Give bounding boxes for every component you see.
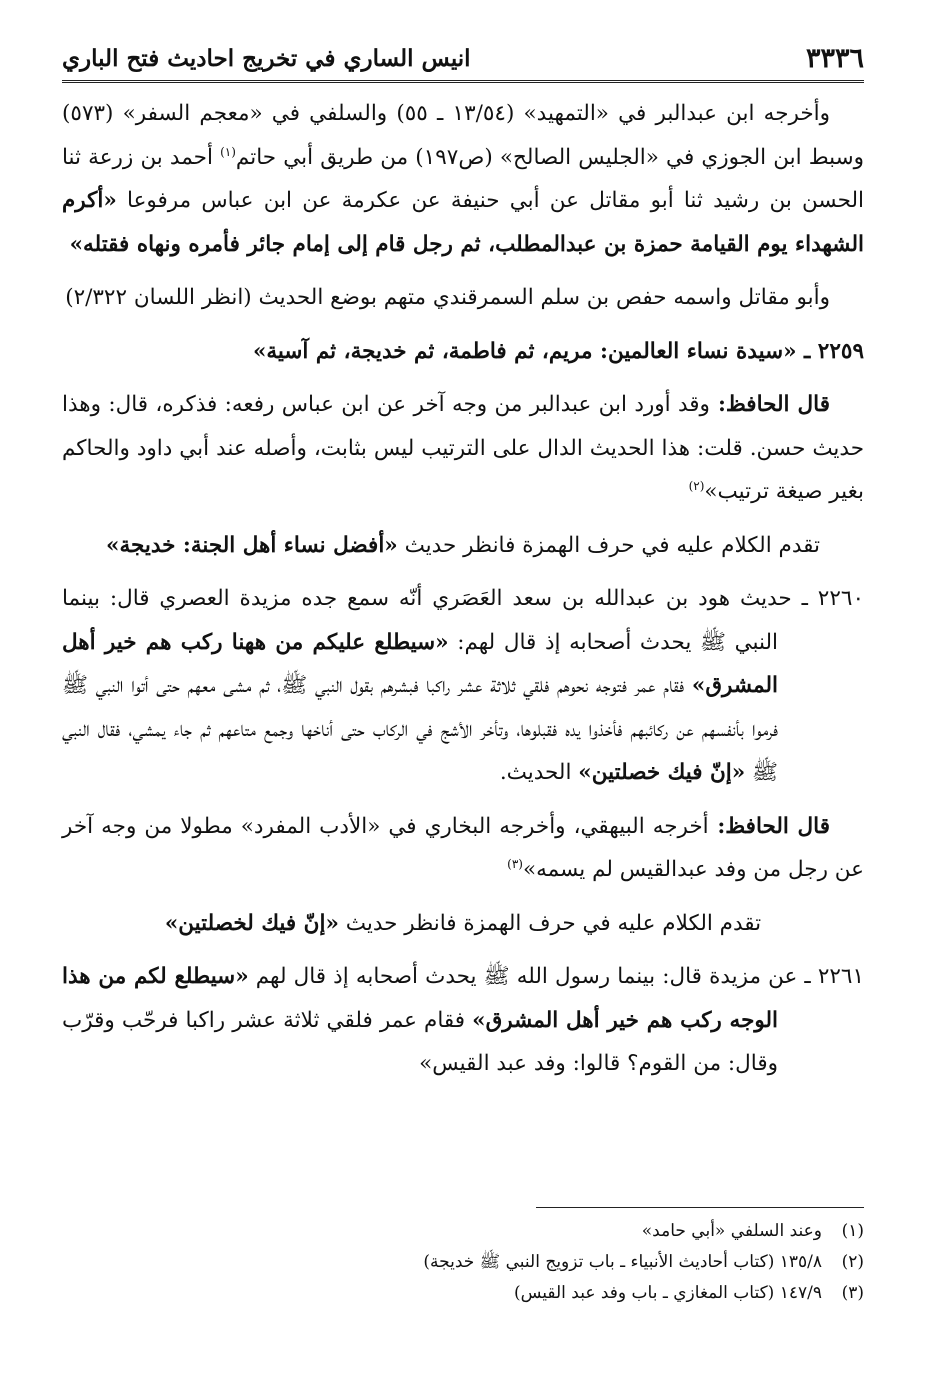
text-run: فقام عمر فلقي ثلاثة عشر راكبا فرحّب وقرّب وقال: من القوم؟ قالوا: وفد عبد القيس» [62,1007,778,1076]
text-run: وقد أورد ابن عبدالبر من وجه آخر عن ابن عباس رفعه: فذكره، قال: وهذا حديث حسن. قلت: هذا الحديث الدال على الترتيب ليس بثابت، وأصله عند أبي داود والحاكم بغير صيغة ترتيب» [62,392,864,504]
footnote-3 [62,1278,864,1309]
footnotes [62,1216,864,1309]
text-run: ٢٢٦١ ـ عن مزيدة قال: بينما رسول الله ﷺ يحدث أصحابه إذ قال لهم [248,964,865,989]
cross-reference-2259 [62,524,864,568]
footnote-number: (٢) [841,1252,864,1272]
footnote-divider [536,1207,864,1208]
bold-text: قال الحافظ: [709,392,830,417]
footnote-marker: (١) [220,144,236,159]
text-run: تقدم الكلام عليه في حرف الهمزة فانظر حديث [338,910,762,936]
main-text [62,92,864,1096]
bold-text: «سيطلع عليكم من ههنا ركب هم خير أهل المشرق» [62,629,778,698]
page-header [62,36,864,83]
page-number: ٣٣٣٦ [805,42,864,74]
footnote-number: (١) [841,1221,864,1241]
hafiz-comment-2259 [62,383,864,514]
text-run: ٢٢٦٠ ـ حديث هود بن عبدالله بن سعد العَصَري أنّه سمع جده مزيدة العصري قال: بينما النبي ﷺ يحدث أصحابه إذ قال لهم: [62,586,864,655]
hafiz-comment-2260 [62,805,864,892]
footnote-1 [62,1216,864,1247]
footnote-text: ١٣٥/٨ (كتاب أحاديث الأنبياء ـ باب تزويج النبي ﷺ خديجة) [423,1252,822,1272]
bold-text: قال الحافظ: [708,813,831,839]
paragraph-takhrij [62,92,864,266]
running-title: انيس الساري في تخريج احاديث فتح الباري [62,44,471,72]
bold-text: «أفضل نساء أهل الجنة: خديجة» [106,532,398,558]
footnote-marker: (٣) [507,856,523,871]
bold-text: «إنّ فيك خصلتين» [578,760,746,785]
bold-text: ٢٢٥٩ ـ «سيدة نساء العالمين: مريم، ثم فاطمة، ثم خديجة، ثم آسية» [252,338,864,364]
footnote-marker: (٢) [688,478,705,493]
bold-text: «إنّ فيك لخصلتين» [164,910,339,936]
hadith-2260 [62,577,864,795]
footnote-2 [62,1247,864,1278]
text-run: فقام عمر فتوجه نحوهم فلقي ثلاثة عشر راكبا فبشرهم بقول النبي ﷺ، ثم مشى معهم حتى أتوا النبي ﷺ فرموا بأنفسهم عن ركائبهم فأخذوا يده فقبلوها، وتأخر الأشج في الركاب حتى أناخها وجمع متاعهم ثم جاء يمشي، فقال النبي ﷺ [62,673,778,785]
footnote-number: (٣) [841,1283,864,1303]
text-run: وأبو مقاتل واسمه حفص بن سلم السمرقندي متهم بوضع الحديث (انظر اللسان ٢/٣٢٢) [65,285,830,310]
text-run: وأخرجه ابن عبدالبر في «التمهيد» (١٣/٥٤ ـ ٥٥) والسلفي في «معجم السفر» (٥٧٣) وسبط ابن الجوزي في «الجليس الصالح» (ص١٩٧) من طريق أبي حاتم [62,101,865,170]
footnote-text: وعند السلفي «أبي حامد» [641,1221,822,1241]
text-run: أحمد بن زرعة ثنا الحسن بن رشيد ثنا أبو مقاتل عن أبي حنيفة عن عكرمة عن ابن عباس مرفوعا [62,144,864,213]
paragraph-narrator-note [62,276,864,320]
bold-text: «سيطلع لكم من هذا الوجه ركب هم خير أهل المشرق» [62,964,778,1033]
footnote-text: ١٤٧/٩ (كتاب المغازي ـ باب وفد عبد القيس) [513,1283,822,1303]
text-run: أخرجه البيهقي، وأخرجه البخاري في «الأدب المفرد» مطولا من وجه آخر عن رجل من وفد عبدالقيس لم يسمه» [62,813,864,882]
bold-text: «أكرم الشهداء يوم القيامة حمزة بن عبدالمطلب، ثم رجل قام إلى إمام جائر فأمره ونهاه فقتله» [62,188,864,257]
hadith-2259 [62,330,864,374]
text-run: الحديث. [499,760,579,785]
hadith-2261 [62,955,864,1086]
text-run: تقدم الكلام عليه في حرف الهمزة فانظر حديث [397,532,820,558]
cross-reference-2260 [62,902,864,946]
